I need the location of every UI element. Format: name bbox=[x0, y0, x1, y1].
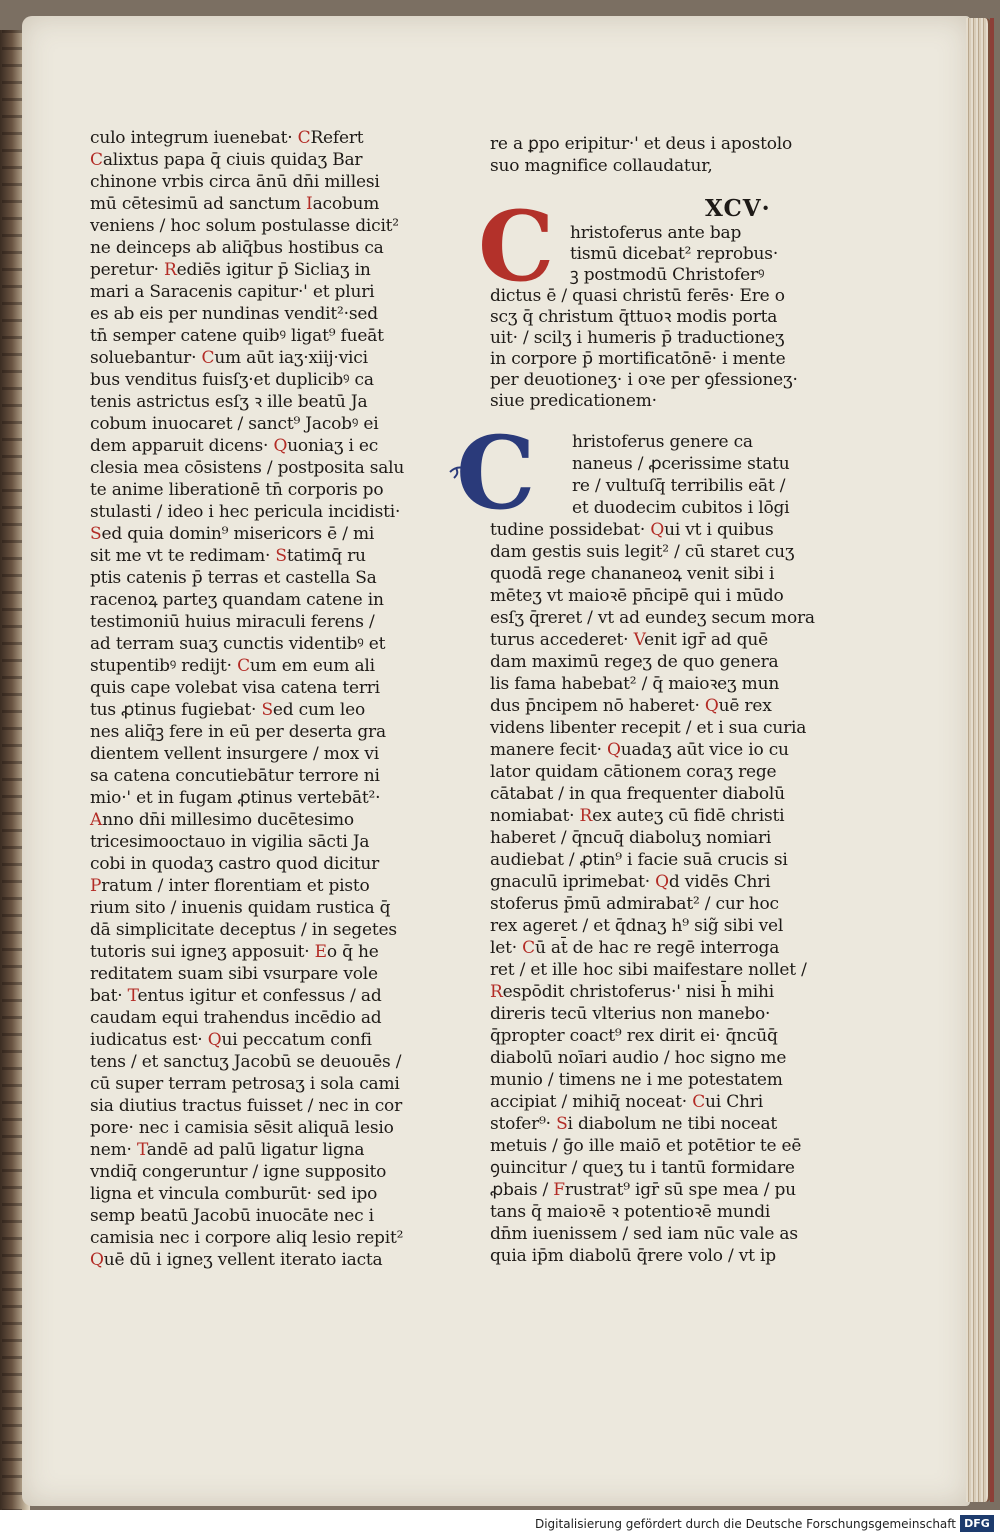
line-text: munio / timens ne i me potestatem bbox=[490, 1070, 783, 1090]
line-text-tail: alixtus papa q̄ ciuis quidaʒ Bar bbox=[102, 150, 363, 170]
line-text-tail: uē rex bbox=[718, 696, 772, 716]
line-text: camisia nec i corpore aliq lesio repit² bbox=[90, 1228, 404, 1248]
line-text: rium sito / inuenis quidam rustica q̄ bbox=[90, 898, 391, 918]
text-line bbox=[490, 872, 770, 893]
text-line bbox=[490, 370, 798, 391]
line-text: lator quidam cātionem coraʒ rege bbox=[490, 762, 777, 782]
rubric-letter: C bbox=[201, 348, 215, 368]
line-text: diabolū noīari audio / hoc signo me bbox=[490, 1048, 787, 1068]
line-text: tus ꝓtinus fugiebat· bbox=[90, 700, 262, 720]
text-line bbox=[490, 784, 785, 805]
line-text: pore· nec i camisia sēsit aliquā lesio bbox=[90, 1118, 394, 1138]
line-text: caudam equi trahendus incēdio ad bbox=[90, 1008, 382, 1028]
text-line bbox=[490, 328, 784, 349]
rubric-letter: Q bbox=[650, 520, 665, 540]
text-line bbox=[490, 762, 776, 783]
text-line bbox=[490, 1158, 795, 1179]
line-text: clesia mea cōsistens / postposita salu bbox=[90, 458, 405, 478]
line-text: re / vultuſq̄ terribilis eāt / bbox=[572, 476, 786, 496]
line-text: videns libenter recepit / et i sua curia bbox=[490, 718, 807, 738]
line-text-tail: nno dn̄i millesimo ducētesimo bbox=[102, 810, 354, 830]
line-text: ad terram suaʒ cunctis videntibꝰ et bbox=[90, 634, 386, 654]
line-text-tail: enit igr̄ ad quē bbox=[644, 630, 768, 650]
line-text: ret / et ille hoc sibi maifestare nollet / bbox=[490, 960, 807, 980]
line-text: scʒ q̄ christum q̄ttuoꝛ modis porta bbox=[490, 307, 778, 327]
line-text: stulasti / ideo i hec pericula incidisti· bbox=[90, 502, 401, 522]
text-line bbox=[490, 1092, 763, 1113]
line-text-tail: ed cum leo bbox=[272, 700, 365, 720]
line-text: haberet / q̄ncuq̄ diaboluʒ nomiari bbox=[490, 828, 772, 848]
text-line bbox=[570, 223, 741, 244]
text-line bbox=[490, 938, 779, 959]
text-line bbox=[572, 498, 789, 519]
line-text: ptis catenis p̄ terras et castella Sa bbox=[90, 568, 377, 588]
rubric-letter: A bbox=[90, 810, 103, 830]
line-text: naneus / ꝓcerissime statu bbox=[572, 454, 790, 474]
page-stack-edge bbox=[966, 18, 991, 1502]
text-line bbox=[490, 134, 792, 155]
rubric-letter: V bbox=[633, 630, 645, 650]
line-text-tail: um em eum ali bbox=[249, 656, 375, 676]
text-line bbox=[490, 982, 774, 1003]
rubric-letter: T bbox=[127, 986, 138, 1006]
text-line bbox=[490, 850, 788, 871]
rubric-letter: R bbox=[164, 260, 177, 280]
line-text: accipiat / mihiq̄ noceat· bbox=[490, 1092, 693, 1112]
line-text: semp beatū Jacobū inuocāte nec i bbox=[90, 1206, 374, 1226]
rubric-letter: F bbox=[553, 1180, 565, 1200]
line-text: chinone vrbis circa ānū dn̄i millesi bbox=[90, 172, 380, 192]
rubric-letter: C bbox=[297, 128, 311, 148]
text-line bbox=[490, 894, 779, 915]
rubric-letter: Q bbox=[704, 696, 719, 716]
line-text: vndiq̄ congeruntur / igne supposito bbox=[90, 1162, 387, 1182]
text-line bbox=[490, 286, 785, 307]
line-text: veniens / hoc solum postulasse dicit² bbox=[90, 216, 399, 236]
line-text: metuis / ḡo ille maiō et potētior te eē bbox=[490, 1136, 802, 1156]
decorated-initial-red: C bbox=[478, 190, 555, 303]
line-text-tail: uoniaʒ i ec bbox=[287, 436, 379, 456]
line-text: re a ꝑpo eripitur·' et deus i apostolo bbox=[490, 134, 793, 154]
line-text-tail: um aūt iaʒ·xiij·vici bbox=[214, 348, 368, 368]
footer-bar bbox=[0, 1510, 1000, 1539]
text-line bbox=[490, 1224, 798, 1245]
line-text-tail: Refert bbox=[310, 128, 364, 148]
line-text: lis fama habebat² / q̄ maioꝛeʒ mun bbox=[490, 674, 780, 694]
line-text-tail: uadaʒ aūt vice io cu bbox=[620, 740, 789, 760]
decorated-initial-blue: C bbox=[456, 414, 536, 532]
line-text: gnaculū iprimebat· bbox=[490, 872, 656, 892]
line-text: per deuotioneʒ· i oꝛe per ꝯfessioneʒ· bbox=[490, 370, 798, 390]
line-text: dn̄m iuenissem / sed iam nūc vale as bbox=[490, 1224, 798, 1244]
rubric-letter: S bbox=[556, 1114, 568, 1134]
line-text: audiebat / ꝓtin⁹ i facie suā crucis si bbox=[490, 850, 788, 870]
rubric-letter: Q bbox=[207, 1030, 222, 1050]
line-text: mū cētesimū ad sanctum bbox=[90, 194, 307, 214]
line-text-tail: ui vt i quibus bbox=[664, 520, 774, 540]
line-text: dus p̄ncipem nō haberet· bbox=[490, 696, 705, 716]
text-line bbox=[490, 1026, 778, 1047]
line-text: tans q̄ maioꝛē ꝛ potentioꝛē mundi bbox=[490, 1202, 771, 1222]
line-text: tutoris sui igneʒ apposuit· bbox=[90, 942, 315, 962]
rubric-letter: C bbox=[90, 150, 103, 170]
line-text-tail: ū at̄ de hac re regē interroga bbox=[534, 938, 780, 958]
text-line bbox=[490, 630, 768, 651]
line-text: hristoferus genere ca bbox=[572, 432, 753, 452]
rubric-letter: R bbox=[490, 982, 503, 1002]
text-line bbox=[490, 696, 772, 717]
text-line bbox=[490, 718, 806, 739]
line-text: dā simplicitate deceptus / in segetes bbox=[90, 920, 397, 940]
text-line bbox=[490, 564, 774, 585]
line-text-tail: espōdit christoferus·' nisi h̄ mihi bbox=[502, 982, 774, 1002]
line-text: ꝯuincitur / queʒ tu i tantū formidare bbox=[490, 1158, 795, 1178]
line-text: cū super terram petrosaʒ i sola cami bbox=[90, 1074, 400, 1094]
line-text: ligna et vincula comburūt· sed ipo bbox=[90, 1184, 378, 1204]
line-text: te anime liberationē tn̄ corporis po bbox=[90, 480, 384, 500]
line-text: tudine possidebat· bbox=[490, 520, 651, 540]
line-text: dientem vellent insurgere / mox vi bbox=[90, 744, 379, 764]
text-line bbox=[490, 916, 783, 937]
text-line bbox=[490, 674, 779, 695]
rubric-letter: P bbox=[90, 876, 102, 896]
funding-notice: Digitalisierung gefördert durch die Deutsche Forschungsgemeinschaft bbox=[534, 1517, 956, 1531]
text-line bbox=[490, 740, 789, 761]
text-line bbox=[490, 1180, 796, 1201]
text-line bbox=[570, 244, 778, 265]
line-text: q̄propter coact⁹ rex dirit ei· q̄ncūq̄ bbox=[490, 1026, 778, 1046]
line-text: tn̄ semper catene quibꝰ ligat⁹ fueāt bbox=[90, 326, 384, 346]
line-text: nomiabat· bbox=[490, 806, 580, 826]
line-text: suo magnifice collaudatur, bbox=[490, 156, 713, 176]
rubric-letter: S bbox=[275, 546, 287, 566]
text-line bbox=[490, 652, 778, 673]
text-line bbox=[490, 1048, 786, 1069]
line-text: let· bbox=[490, 938, 523, 958]
line-text: cobum inuocaret / sanct⁹ Jacobꝰ ei bbox=[90, 414, 379, 434]
rubric-letter: C bbox=[522, 938, 535, 958]
line-text: manere fecit· bbox=[490, 740, 608, 760]
line-text-tail: rustrat⁹ igr̄ sū spe mea / pu bbox=[564, 1180, 796, 1200]
line-text: cobi in quodaʒ castro quod dicitur bbox=[90, 854, 380, 874]
line-text: racenoꝝ parteʒ quandam catene in bbox=[90, 590, 384, 610]
line-text: turus accederet· bbox=[490, 630, 634, 650]
line-text: reditatem suam sibi vsurpare vole bbox=[90, 964, 378, 984]
text-line bbox=[572, 454, 790, 475]
line-text: testimoniū huius miraculi ferens / bbox=[90, 612, 375, 632]
text-line bbox=[490, 520, 774, 541]
line-text: tricesimooctauo in vigilia sācti Ja bbox=[90, 832, 370, 852]
line-text: ꝫ postmodū Christoferꝰ bbox=[570, 265, 765, 285]
line-text: iudicatus est· bbox=[90, 1030, 208, 1050]
line-text-tail: ediēs igitur p̄ Sicliaʒ in bbox=[176, 260, 371, 280]
line-text: mari a Saracenis capitur·' et pluri bbox=[90, 282, 375, 302]
text-line bbox=[490, 608, 815, 629]
text-line bbox=[572, 432, 753, 453]
line-text: bus venditus fuisſʒ·et duplicibꝰ ca bbox=[90, 370, 374, 390]
line-text-tail: ex auteʒ cū fidē christi bbox=[592, 806, 785, 826]
text-line bbox=[490, 1004, 770, 1025]
rubric-letter: R bbox=[579, 806, 593, 826]
rubric-letter: Q bbox=[273, 436, 288, 456]
text-line bbox=[490, 391, 657, 412]
line-text: uit· / scilʒ i humeris p̄ traductioneʒ bbox=[490, 328, 785, 348]
rubric-letter: Q bbox=[90, 1250, 104, 1270]
text-line bbox=[490, 1114, 777, 1135]
rubric-letter: S bbox=[261, 700, 273, 720]
line-text: stofer⁹· bbox=[490, 1114, 557, 1134]
line-text-tail: ratum / inter florentiam et pisto bbox=[101, 876, 370, 896]
rubric-letter: C bbox=[237, 656, 250, 676]
line-text: tens / et sanctuʒ Jacobū se deuouēs / bbox=[90, 1052, 402, 1072]
line-text: et duodecim cubitos i lōgi bbox=[572, 498, 790, 518]
line-text: tenis astrictus esſʒ ꝛ ille beatū Ja bbox=[90, 392, 368, 412]
line-text: stoferus p̄mū admirabat² / cur hoc bbox=[490, 894, 779, 914]
text-line bbox=[490, 542, 794, 563]
rubric-letter: E bbox=[314, 942, 327, 962]
line-text: esſʒ q̄reret / vt ad eundeʒ secum mora bbox=[490, 608, 815, 628]
line-text-tail: andē ad palū ligatur ligna bbox=[146, 1140, 365, 1160]
line-text-tail: tatimq̄ ru bbox=[286, 546, 366, 566]
line-text: mēteʒ vt maioꝛē pn̄cipē qui i mūdo bbox=[490, 586, 784, 606]
text-line bbox=[490, 1070, 783, 1091]
line-text: quodā rege chananeoꝝ venit sibi i bbox=[490, 564, 775, 584]
line-text-tail: ed quia domin⁹ misericors ē / mi bbox=[101, 524, 375, 544]
line-text-tail: d vidēs Chri bbox=[668, 872, 771, 892]
line-text: tismū dicebat² reprobus· bbox=[570, 244, 779, 264]
line-text: bat· bbox=[90, 986, 128, 1006]
line-text: dem apparuit dicens· bbox=[90, 436, 274, 456]
text-line bbox=[490, 156, 713, 177]
rubric-letter: Q bbox=[607, 740, 621, 760]
line-text: quia ip̄m diabolū q̄rere volo / vt ip bbox=[490, 1246, 776, 1266]
line-text: direris tecū vlterius non manebo· bbox=[490, 1004, 771, 1024]
rubric-letter: Q bbox=[655, 872, 669, 892]
line-text: nem· bbox=[90, 1140, 137, 1160]
text-line bbox=[572, 476, 785, 497]
line-text: in corpore p̄ mortificatōnē· i mente bbox=[490, 349, 786, 369]
line-text-tail: entus igitur et confessus / ad bbox=[137, 986, 382, 1006]
line-text: sia diutius tractus fuisset / nec in cor bbox=[90, 1096, 402, 1116]
line-text: mio·' et in fugam ꝓtinus vertebāt²· bbox=[90, 788, 381, 808]
line-text: es ab eis per nundinas vendit²·sed bbox=[90, 304, 378, 324]
text-line bbox=[490, 1136, 801, 1157]
line-text: quis cape volebat visa catena terri bbox=[90, 678, 380, 698]
line-text-tail: uē dū i igneʒ vellent iterato iacta bbox=[103, 1250, 383, 1270]
text-line bbox=[490, 960, 807, 981]
line-text: hristoferus ante bap bbox=[570, 223, 742, 243]
line-text: nes aliq̄ꝫ fere in eū per deserta gra bbox=[90, 722, 386, 742]
text-line bbox=[490, 806, 784, 827]
text-line bbox=[490, 828, 771, 849]
line-text: culo integrum iuenebat· bbox=[90, 128, 298, 148]
line-text: sit me vt te redimam· bbox=[90, 546, 276, 566]
line-text: stupentibꝰ redijt· bbox=[90, 656, 238, 676]
rubric-letter: C bbox=[692, 1092, 706, 1112]
text-line bbox=[490, 307, 777, 328]
chapter-number: XCV· bbox=[705, 195, 771, 222]
line-text: dam gestis suis legit² / cū staret cuʒ bbox=[490, 542, 795, 562]
line-text: dam maximū regeʒ de quo genera bbox=[490, 652, 779, 672]
line-text-tail: o q̄ he bbox=[326, 942, 379, 962]
line-text: siue predicationem· bbox=[490, 391, 657, 411]
text-line bbox=[490, 1246, 776, 1267]
dfg-logo: DFG bbox=[960, 1515, 994, 1532]
text-line bbox=[490, 1202, 770, 1223]
line-text: ꝓbais / bbox=[490, 1180, 554, 1200]
rubric-letter: T bbox=[136, 1140, 147, 1160]
rubric-letter: I bbox=[306, 194, 313, 214]
line-text: ne deinceps ab aliq̄bus hostibus ca bbox=[90, 238, 384, 258]
text-line bbox=[490, 586, 784, 607]
line-text-tail: acobum bbox=[312, 194, 380, 214]
line-text-tail: ui peccatum confi bbox=[221, 1030, 372, 1050]
line-text-tail: i diabolum ne tibi noceat bbox=[567, 1114, 778, 1134]
line-text-tail: ui Chri bbox=[705, 1092, 763, 1112]
line-text: sa catena concutiebātur terrore ni bbox=[90, 766, 380, 786]
line-text: soluebantur· bbox=[90, 348, 202, 368]
line-text: dictus ē / quasi christū ferēs· Ere o bbox=[490, 286, 785, 306]
text-line bbox=[490, 349, 786, 370]
line-text: rex ageret / et q̄dnaʒ h⁹ sig̃ sibi vel bbox=[490, 916, 784, 936]
line-text: cātabat / in qua frequenter diabolū bbox=[490, 784, 785, 804]
text-line bbox=[570, 265, 764, 286]
line-text: peretur· bbox=[90, 260, 165, 280]
rubric-letter: S bbox=[90, 524, 102, 544]
